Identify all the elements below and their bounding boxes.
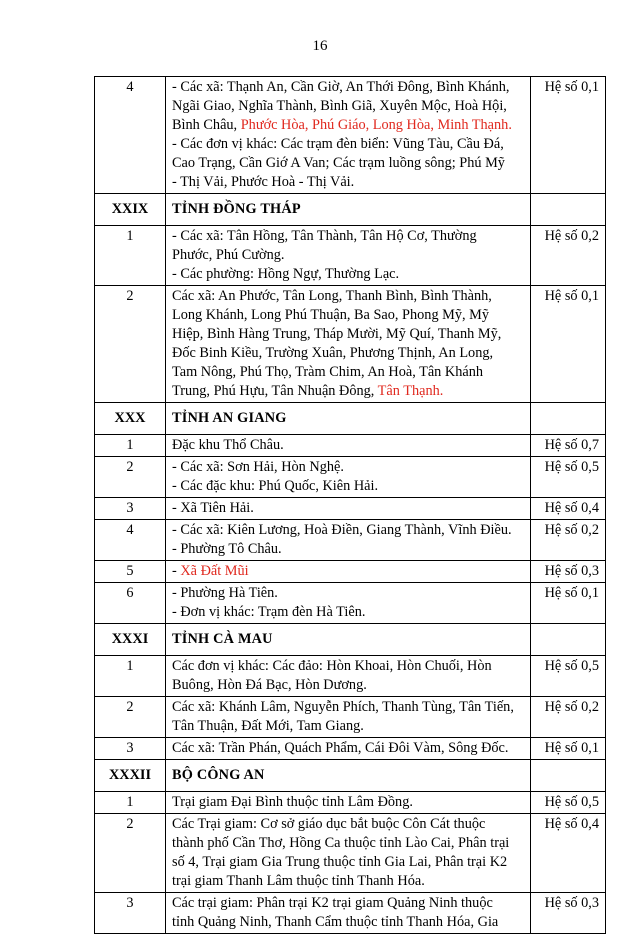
- table-row: [95, 498, 606, 520]
- description-line: [172, 246, 524, 265]
- row-number-cell: 6: [95, 583, 166, 624]
- description-line: [172, 154, 524, 173]
- description-line: [172, 382, 524, 401]
- table-row: [95, 77, 606, 194]
- row-number-cell: XXX: [95, 403, 166, 435]
- description-cell: [166, 814, 531, 893]
- text-segment: - Thị Vải, Phước Hoà - Thị Vải.: [172, 174, 355, 190]
- description-line: [172, 306, 524, 325]
- text-segment: - Phường Hà Tiên.: [172, 585, 278, 601]
- description-line: [172, 739, 524, 758]
- coefficient-table: [94, 76, 606, 934]
- text-segment: Các Trại giam: Cơ sở giáo dục bắt buộc Côn Cát thuộc: [172, 816, 486, 832]
- description-cell: [166, 457, 531, 498]
- row-number-cell: 3: [95, 498, 166, 520]
- description-line: [172, 363, 524, 382]
- text-segment: Buông, Hòn Đá Bạc, Hòn Dương.: [172, 677, 367, 693]
- table-row: [95, 792, 606, 814]
- description-line: [172, 135, 524, 154]
- section-header-row: [95, 194, 606, 226]
- description-line: [172, 344, 524, 363]
- text-segment: Các trại giam: Phân trại K2 trại giam Quảng Ninh thuộc: [172, 895, 493, 911]
- table-body: [95, 77, 606, 934]
- text-segment: Ngãi Giao, Nghĩa Thành, Bình Giã, Xuyên Mộc, Hoà Hội,: [172, 98, 507, 114]
- row-number-cell: 1: [95, 656, 166, 697]
- table-row: [95, 814, 606, 893]
- text-segment: - Các xã: Thạnh An, Cần Giờ, An Thới Đông, Bình Khánh,: [172, 79, 510, 95]
- coefficient-cell: [531, 194, 606, 226]
- text-segment: - Các đơn vị khác: Các trạm đèn biển: Vũng Tàu, Cầu Đá,: [172, 136, 504, 152]
- table-row: [95, 583, 606, 624]
- row-number-cell: 2: [95, 457, 166, 498]
- description-line: [172, 116, 524, 135]
- coefficient-cell: Hệ số 0,1: [531, 738, 606, 760]
- description-line: [172, 657, 524, 676]
- coefficient-cell: Hệ số 0,5: [531, 656, 606, 697]
- row-number-cell: 2: [95, 286, 166, 403]
- text-segment: Hiệp, Bình Hàng Trung, Tháp Mười, Mỹ Quí, Thanh Mỹ,: [172, 326, 502, 342]
- highlighted-text: Xã Đất Mũi: [180, 563, 249, 579]
- description-cell: [166, 520, 531, 561]
- table-row: [95, 520, 606, 561]
- row-number-cell: 1: [95, 435, 166, 457]
- highlighted-text: Phước Hòa, Phú Giáo, Long Hòa, Minh Thạnh.: [240, 117, 512, 133]
- description-line: [172, 698, 524, 717]
- description-line: [172, 436, 524, 455]
- coefficient-cell: [531, 624, 606, 656]
- table-row: [95, 435, 606, 457]
- row-number-cell: 4: [95, 520, 166, 561]
- description-line: [172, 540, 524, 559]
- text-segment: - Đơn vị khác: Trạm đèn Hà Tiên.: [172, 604, 366, 620]
- section-header-row: [95, 624, 606, 656]
- coefficient-cell: Hệ số 0,1: [531, 286, 606, 403]
- description-line: [172, 173, 524, 192]
- text-segment: Các xã: Trần Phán, Quách Phẩm, Cái Đôi Vàm, Sông Đốc.: [172, 740, 509, 756]
- coefficient-cell: Hệ số 0,2: [531, 697, 606, 738]
- text-segment: Đốc Binh Kiều, Trường Xuân, Phương Thịnh, An Long,: [172, 345, 494, 361]
- table-row: [95, 893, 606, 934]
- description-line: [172, 872, 524, 891]
- highlighted-text: Tân Thạnh.: [377, 383, 444, 399]
- text-segment: Tam Nông, Phú Thọ, Tràm Chim, An Hoà, Tân Khánh: [172, 364, 484, 380]
- description-line: [172, 603, 524, 622]
- section-header-row: [95, 760, 606, 792]
- coefficient-cell: Hệ số 0,7: [531, 435, 606, 457]
- table-row: [95, 697, 606, 738]
- description-line: [172, 97, 524, 116]
- text-segment: - Các xã: Tân Hồng, Tân Thành, Tân Hộ Cơ, Thường: [172, 228, 477, 244]
- table-row: [95, 656, 606, 697]
- description-line: [172, 287, 524, 306]
- text-segment: Phước, Phú Cường.: [172, 247, 285, 263]
- coefficient-cell: Hệ số 0,2: [531, 226, 606, 286]
- text-segment: Trung, Phú Hựu, Tân Nhuận Đông,: [172, 383, 378, 399]
- row-number-cell: XXXI: [95, 624, 166, 656]
- description-cell: [166, 435, 531, 457]
- text-segment: - Các phường: Hồng Ngự, Thường Lạc.: [172, 266, 400, 282]
- table-row: [95, 561, 606, 583]
- coefficient-cell: [531, 760, 606, 792]
- description-cell: [166, 226, 531, 286]
- description-cell: [166, 561, 531, 583]
- text-segment: tỉnh Quảng Ninh, Thanh Cẩm thuộc tỉnh Thanh Hóa, Gia: [172, 914, 499, 930]
- description-line: [172, 853, 524, 872]
- row-number-cell: 3: [95, 893, 166, 934]
- text-segment: số 4, Trại giam Gia Trung thuộc tỉnh Gia Lai, Phân trại K2: [172, 854, 508, 870]
- text-segment: Các xã: An Phước, Tân Long, Thanh Bình, Bình Thành,: [172, 288, 492, 304]
- section-title-cell: TỈNH AN GIANG: [166, 403, 531, 435]
- row-number-cell: 2: [95, 697, 166, 738]
- coefficient-cell: Hệ số 0,3: [531, 561, 606, 583]
- text-segment: - Các xã: Kiên Lương, Hoà Điền, Giang Thành, Vĩnh Điều.: [172, 522, 512, 538]
- text-segment: Long Khánh, Long Phú Thuận, Ba Sao, Phong Mỹ, Mỹ: [172, 307, 490, 323]
- text-segment: -: [172, 563, 181, 579]
- text-segment: Cao Trạng, Cần Giớ A Van; Các trạm luồng sông; Phú Mỹ: [172, 155, 505, 171]
- coefficient-cell: Hệ số 0,3: [531, 893, 606, 934]
- description-line: [172, 717, 524, 736]
- section-title-cell: TỈNH ĐỒNG THÁP: [166, 194, 531, 226]
- description-line: [172, 458, 524, 477]
- coefficient-cell: Hệ số 0,5: [531, 792, 606, 814]
- text-segment: Các đơn vị khác: Các đảo: Hòn Khoai, Hòn Chuối, Hòn: [172, 658, 492, 674]
- coefficient-cell: Hệ số 0,4: [531, 498, 606, 520]
- description-cell: [166, 893, 531, 934]
- text-segment: Đặc khu Thổ Châu.: [172, 437, 284, 453]
- description-line: [172, 477, 524, 496]
- text-segment: Các xã: Khánh Lâm, Nguyễn Phích, Thanh Tùng, Tân Tiến,: [172, 699, 514, 715]
- text-segment: trại giam Thanh Lâm thuộc tỉnh Thanh Hóa.: [172, 873, 425, 889]
- text-segment: - Xã Tiên Hải.: [172, 500, 254, 516]
- coefficient-cell: [531, 403, 606, 435]
- description-cell: [166, 792, 531, 814]
- table-row: [95, 457, 606, 498]
- row-number-cell: XXXII: [95, 760, 166, 792]
- description-cell: [166, 77, 531, 194]
- page-number: 16: [312, 38, 328, 54]
- table-row: [95, 226, 606, 286]
- row-number-cell: XXIX: [95, 194, 166, 226]
- description-cell: [166, 583, 531, 624]
- description-line: [172, 227, 524, 246]
- text-segment: Tân Thuận, Đất Mới, Tam Giang.: [172, 718, 364, 734]
- description-line: [172, 676, 524, 695]
- description-line: [172, 499, 524, 518]
- description-cell: [166, 656, 531, 697]
- table-row: [95, 286, 606, 403]
- description-line: [172, 562, 524, 581]
- description-line: [172, 793, 524, 812]
- description-line: [172, 325, 524, 344]
- table-row: [95, 738, 606, 760]
- description-cell: [166, 738, 531, 760]
- row-number-cell: 1: [95, 226, 166, 286]
- coefficient-cell: Hệ số 0,1: [531, 77, 606, 194]
- row-number-cell: 2: [95, 814, 166, 893]
- coefficient-cell: Hệ số 0,5: [531, 457, 606, 498]
- row-number-cell: 3: [95, 738, 166, 760]
- description-line: [172, 584, 524, 603]
- row-number-cell: 4: [95, 77, 166, 194]
- coefficient-cell: Hệ số 0,2: [531, 520, 606, 561]
- description-cell: [166, 697, 531, 738]
- text-segment: - Phường Tô Châu.: [172, 541, 282, 557]
- text-segment: - Các đặc khu: Phú Quốc, Kiên Hải.: [172, 478, 379, 494]
- section-title-cell: TỈNH CÀ MAU: [166, 624, 531, 656]
- text-segment: - Các xã: Sơn Hải, Hòn Nghệ.: [172, 459, 344, 475]
- description-line: [172, 521, 524, 540]
- section-title-cell: BỘ CÔNG AN: [166, 760, 531, 792]
- text-segment: thành phố Cần Thơ, Hồng Ca thuộc tỉnh Lào Cai, Phân trại: [172, 835, 510, 851]
- description-line: [172, 894, 524, 913]
- text-segment: Trại giam Đại Bình thuộc tỉnh Lâm Đồng.: [172, 794, 413, 810]
- description-cell: [166, 498, 531, 520]
- row-number-cell: 1: [95, 792, 166, 814]
- description-line: [172, 815, 524, 834]
- coefficient-cell: Hệ số 0,4: [531, 814, 606, 893]
- row-number-cell: 5: [95, 561, 166, 583]
- description-line: [172, 913, 524, 932]
- description-line: [172, 265, 524, 284]
- section-header-row: [95, 403, 606, 435]
- description-cell: [166, 286, 531, 403]
- coefficient-cell: Hệ số 0,1: [531, 583, 606, 624]
- description-line: [172, 834, 524, 853]
- description-line: [172, 78, 524, 97]
- text-segment: Bình Châu,: [172, 117, 241, 133]
